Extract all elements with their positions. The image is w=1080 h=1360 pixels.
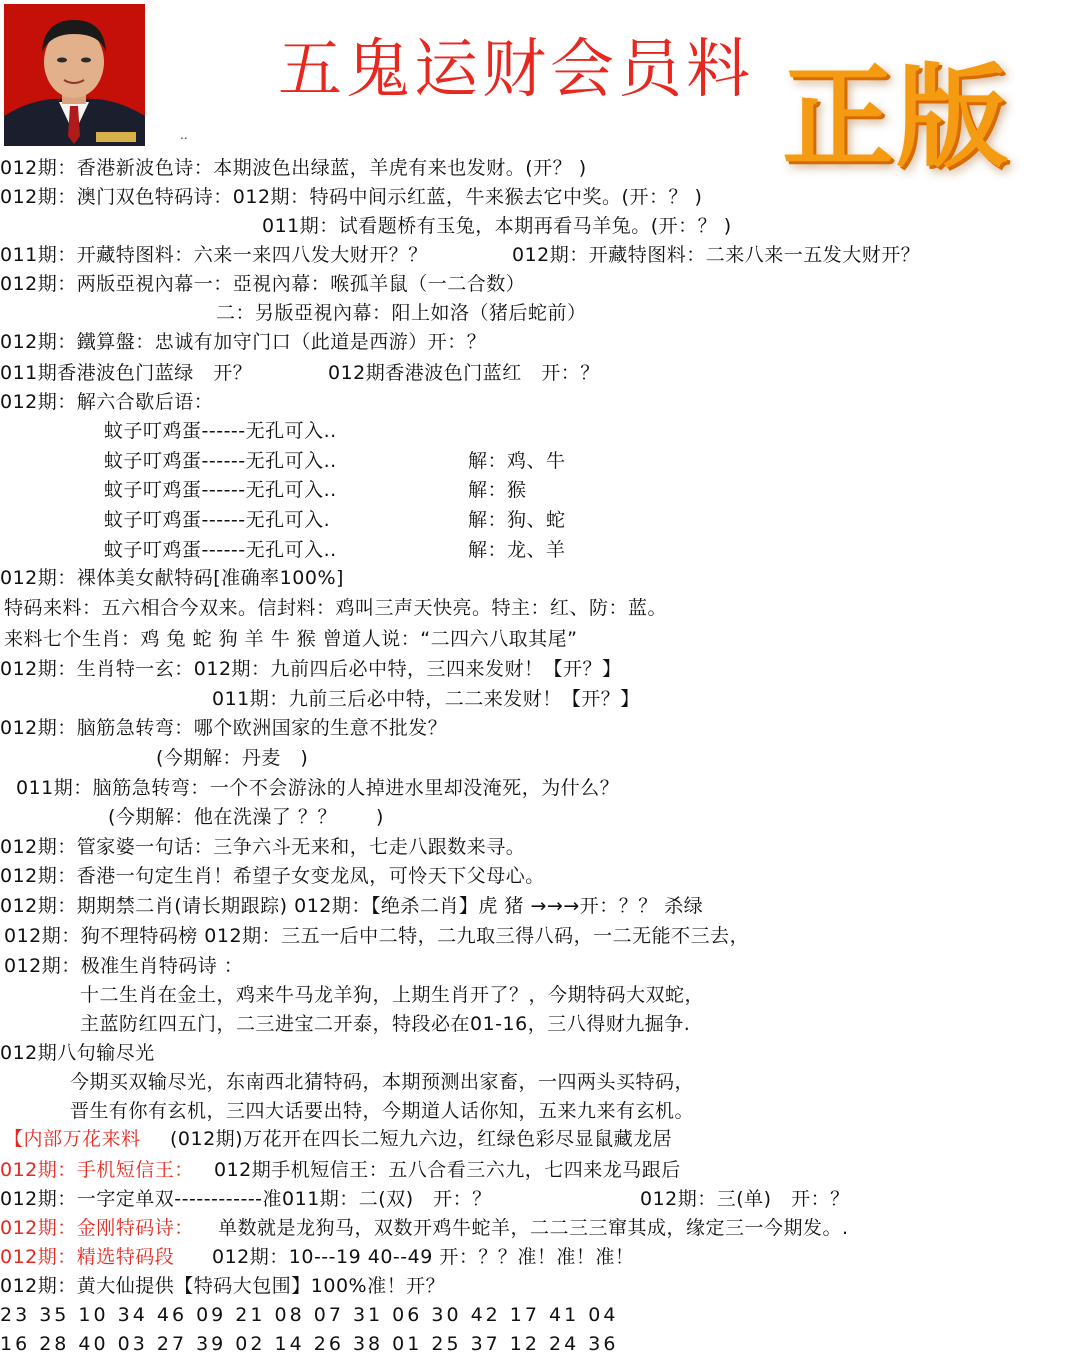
- text-line: 二：另版亞視內幕：阳上如洛（猪后蛇前）: [216, 302, 587, 324]
- text-line: 蚊子叮鸡蛋------无孔可入..: [104, 420, 337, 442]
- text-line: 012期：脑筋急转弯：哪个欧洲国家的生意不批发？: [0, 717, 448, 739]
- text-line: 012期：香港新波色诗：本期波色出绿蓝，羊虎有来也发财。(开？ ): [0, 157, 587, 179]
- text-line: (今期解：丹麦 ): [156, 747, 309, 769]
- text-line: 解：狗、蛇: [468, 509, 566, 531]
- text-line: 蚊子叮鸡蛋------无孔可入..: [104, 479, 337, 501]
- portrait-photo: [4, 4, 145, 146]
- page-title: 五鬼运财会员料: [278, 33, 754, 107]
- text-line: 012期：三(单) 开：？: [640, 1188, 850, 1210]
- text-line: 012期：精选特码段: [0, 1246, 175, 1268]
- text-line: 012期：黄大仙提供【特码大包围】100%准！开？: [0, 1275, 446, 1297]
- text-line: 012期手机短信王：五八合看三六九，七四来龙马跟后: [214, 1159, 681, 1181]
- text-line: 012期：香港一句定生肖！希望子女变龙凤，可怜天下父母心。: [0, 865, 545, 887]
- text-line: 012期：10---19 40--49 开：？？准！准！准！: [212, 1246, 635, 1268]
- text-line: 011期：开藏特图料：六来一来四八发大财开？？: [0, 244, 428, 266]
- dots: ..: [180, 128, 188, 142]
- authentic-stamp: 正版: [782, 53, 1010, 183]
- text-line: 012期：澳门双色特码诗：012期：特码中间示红蓝，牛来猴去它中奖。(开：？ ): [0, 186, 703, 208]
- text-line: 012期：期期禁二肖(请长期跟踪) 012期：【绝杀二肖】虎 猪 →→→开：？？ 杀绿: [0, 895, 704, 917]
- text-line: (012期)万花开在四长二短九六边，红绿色彩尽显鼠藏龙居: [170, 1128, 673, 1150]
- text-line: 012期：鐵算盤：忠诚有加守门口（此道是西游）开：？: [0, 331, 487, 353]
- number-row: 16 28 40 03 27 39 02 14 26 38 01 25 37 12 24 36: [0, 1333, 619, 1355]
- text-line: 012期：生肖特一玄：012期：九前四后必中特，三四来发财！【开？】: [0, 658, 622, 680]
- text-line: 012期：开藏特图料：二来八来一五发大财开？: [512, 244, 921, 266]
- text-line: 012期：裸体美女献特码[准确率100%]: [0, 567, 344, 589]
- text-line: 012期：一字定单双------------准011期：二(双) 开：？: [0, 1188, 492, 1210]
- text-line: 蚊子叮鸡蛋------无孔可入..: [104, 539, 337, 561]
- text-line: 012期：解六合歇后语：: [0, 391, 214, 413]
- text-line: 蚊子叮鸡蛋------无孔可入.: [104, 509, 331, 531]
- text-line: 主蓝防红四五门，二三进宝二开泰，特段必在01-16，三八得财九掘争.: [80, 1013, 691, 1035]
- text-line: 单数就是龙狗马，双数开鸡牛蛇羊，二二三三窜其成，缘定三一今期发。.: [218, 1217, 849, 1239]
- text-line: (今期解：他在洗澡了 ？？ ): [108, 806, 384, 828]
- text-line: 012期香港波色门蓝红 开：？: [328, 362, 600, 384]
- text-line: 来料七个生肖：鸡 兔 蛇 狗 羊 牛 猴 曾道人说：“二四六八取其尾”: [4, 628, 578, 650]
- text-line: 特码来料：五六相合今双来。信封料：鸡叫三声天快亮。特主：红、防：蓝。: [4, 597, 668, 619]
- portrait-photo-icon: [4, 4, 145, 146]
- text-line: 解：龙、羊: [468, 539, 566, 561]
- text-line: 012期：狗不理特码榜 012期：三五一后中二特，二九取三得八码，一二无能不三去，: [4, 925, 750, 947]
- number-row: 23 35 10 34 46 09 21 08 07 31 06 30 42 17 41 04: [0, 1304, 619, 1326]
- text-line: 011期：试看题桥有玉兔，本期再看马羊兔。(开：？ ): [262, 215, 732, 237]
- text-line: 012期八句输尽光: [0, 1042, 155, 1064]
- text-line: 011期：九前三后必中特，二二来发财！【开？】: [212, 688, 640, 710]
- text-line: 【内部万花来料: [4, 1128, 141, 1150]
- text-line: 011期香港波色门蓝绿 开？: [0, 362, 253, 384]
- text-line: 012期：手机短信王：: [0, 1159, 194, 1181]
- text-line: 十二生肖在金土，鸡来牛马龙羊狗，上期生肖开了？，今期特码大双蛇，: [80, 984, 705, 1006]
- text-line: 晋生有你有玄机，三四大话要出特，今期道人话你知，五来九来有玄机。: [70, 1100, 695, 1122]
- text-line: 011期：脑筋急转弯：一个不会游泳的人掉进水里却没淹死，为什么？: [16, 777, 620, 799]
- text-line: 012期：管家婆一句话：三争六斗无来和，七走八跟数来寻。: [0, 836, 526, 858]
- text-line: 解：猴: [468, 479, 527, 501]
- text-line: 今期买双输尽光，东南西北猜特码，本期预测出家畜，一四两头买特码，: [70, 1071, 695, 1093]
- text-line: 蚊子叮鸡蛋------无孔可入..: [104, 450, 337, 472]
- text-line: 012期：极准生肖特码诗 ：: [4, 955, 244, 977]
- text-line: 解：鸡、牛: [468, 450, 566, 472]
- text-line: 012期：两版亞視內幕一：亞視內幕：喉孤羊鼠（一二合数）: [0, 273, 526, 295]
- text-line: 012期：金刚特码诗：: [0, 1217, 194, 1239]
